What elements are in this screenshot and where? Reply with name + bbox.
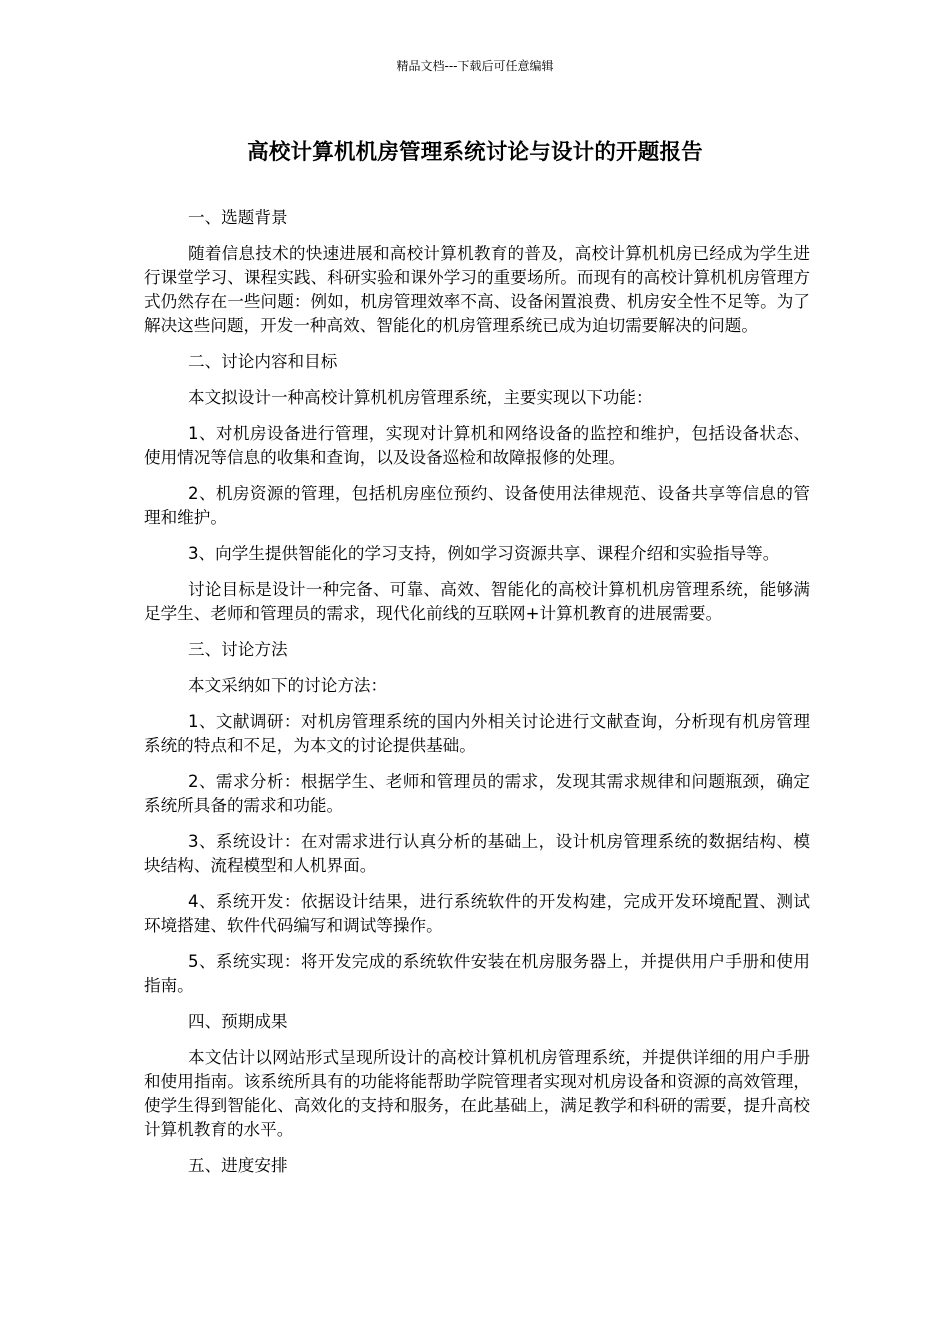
list-item-function-1: 1、对机房设备进行管理，实现对计算机和网络设备的监控和维护，包括设备状态、使用情况等信息的收集和查询，以及设备巡检和故障报修的处理。 xyxy=(144,424,810,467)
section-heading-background: 一、选题背景 xyxy=(188,208,288,227)
document-body xyxy=(144,206,810,1190)
paragraph-methods-intro: 本文采纳如下的讨论方法： xyxy=(188,676,388,695)
section-heading-content-goals: 二、讨论内容和目标 xyxy=(188,352,338,371)
list-item-method-2: 2、需求分析：根据学生、老师和管理员的需求，发现其需求规律和问题瓶颈，确定系统所具备的需求和功能。 xyxy=(144,772,810,815)
section-heading-results: 四、预期成果 xyxy=(188,1012,288,1031)
section-heading-schedule: 五、进度安排 xyxy=(188,1156,288,1175)
list-item-method-3: 3、系统设计：在对需求进行认真分析的基础上，设计机房管理系统的数据结构、模块结构、流程模型和人机界面。 xyxy=(144,832,810,875)
list-item-method-1: 1、文献调研：对机房管理系统的国内外相关讨论进行文献查询，分析现有机房管理系统的特点和不足，为本文的讨论提供基础。 xyxy=(144,712,810,755)
paragraph-background: 随着信息技术的快速进展和高校计算机教育的普及，高校计算机机房已经成为学生进行课堂学习、课程实践、科研实验和课外学习的重要场所。而现有的高校计算机机房管理方式仍然存在一些问题：例如，机房管理效率不高、设备闲置浪费、机房安全性不足等。为了解决这些问题，开发一种高效、智能化的机房管理系统已成为迫切需要解决的问题。 xyxy=(144,244,810,335)
list-item-function-3: 3、向学生提供智能化的学习支持，例如学习资源共享、课程介绍和实验指导等。 xyxy=(188,544,780,563)
paragraph-results: 本文估计以网站形式呈现所设计的高校计算机机房管理系统，并提供详细的用户手册和使用指南。该系统所具有的功能将能帮助学院管理者实现对机房设备和资源的高效管理，使学生得到智能化、高效化的支持和服务，在此基础上，满足教学和科研的需要，提升高校计算机教育的水平。 xyxy=(144,1048,810,1139)
paragraph-goal: 讨论目标是设计一种完备、可靠、高效、智能化的高校计算机机房管理系统，能够满足学生、老师和管理员的需求，现代化前线的互联网+计算机教育的进展需要。 xyxy=(144,580,810,623)
list-item-method-5: 5、系统实现：将开发完成的系统软件安装在机房服务器上，并提供用户手册和使用指南。 xyxy=(144,952,810,995)
list-item-function-2: 2、机房资源的管理，包括机房座位预约、设备使用法律规范、设备共享等信息的管理和维护。 xyxy=(144,484,810,527)
section-heading-methods: 三、讨论方法 xyxy=(188,640,288,659)
page-header: 精品文档---下载后可任意编辑 xyxy=(396,59,554,73)
list-item-method-4: 4、系统开发：依据设计结果，进行系统软件的开发构建，完成开发环境配置、测试环境搭建、软件代码编写和调试等操作。 xyxy=(144,892,810,935)
document-title: 高校计算机机房管理系统讨论与设计的开题报告 xyxy=(247,140,703,165)
paragraph-functions-intro: 本文拟设计一种高校计算机机房管理系统，主要实现以下功能： xyxy=(188,388,653,407)
